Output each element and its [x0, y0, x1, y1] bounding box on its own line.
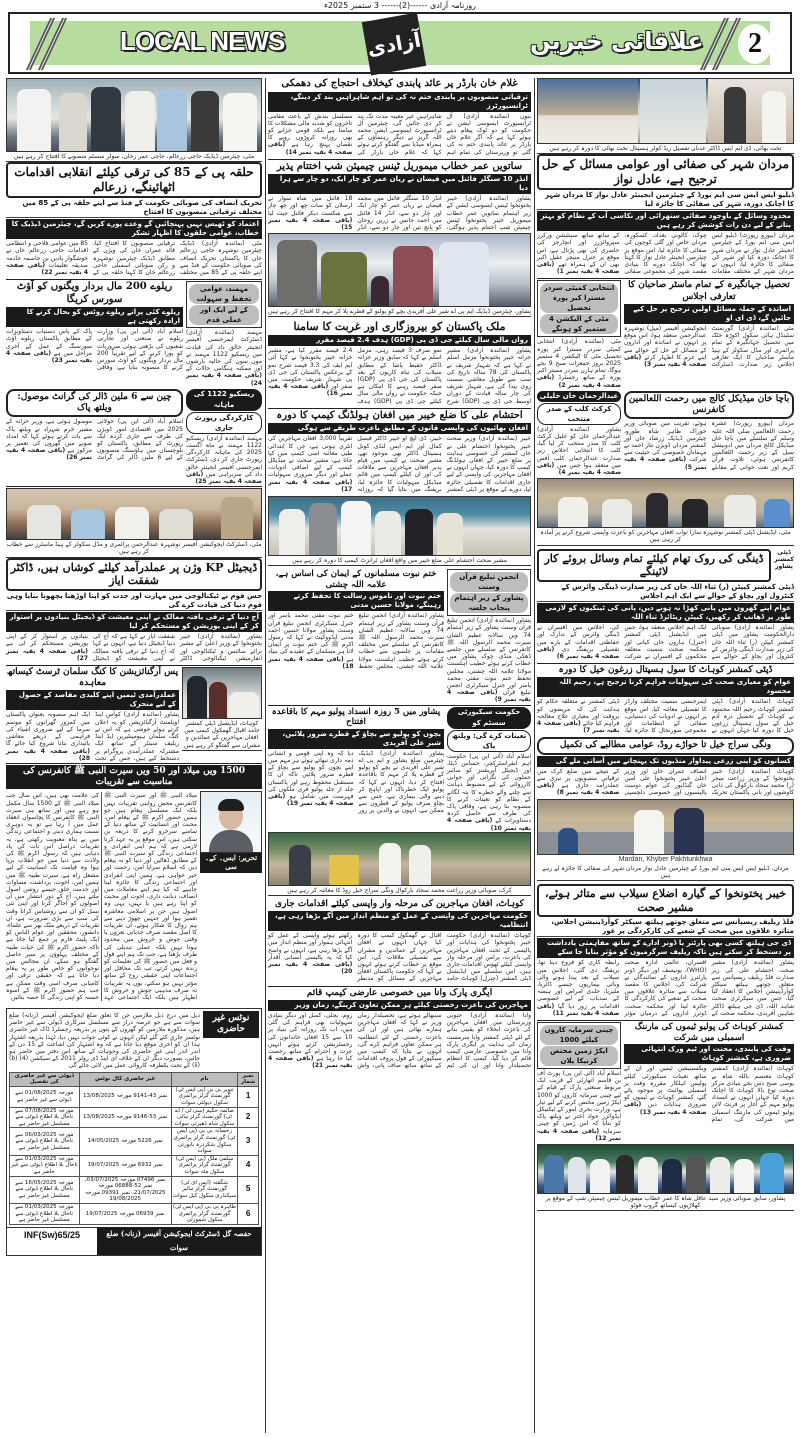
continuation-marker: (باقی صفحہ 4 بقیہ نمبر 9): [447, 689, 531, 704]
article-body: مٹی (نمائندہ آزادی) گورنمنٹ سٹینڈل ہائی سکول اکوڑہ خٹک میں تحصیل جہانگیرہ کے تمام پرائمری اور مڈل سکولز کے ہیڈ ماسٹر صاحبان کا ایک تعارفی اجلاس زیر صدارت ڈسٹرکٹ ایجوکیشن آفیسر (میل) نوشہرہ عبدالرحمن منعقد ہوا، اس موقع پر انہوں نے اساتذہ اور اداروں کے مسائل کے حل کے حوالے سے اپنے عزم کا اظہار کرتے (باقی صفحہ 4 بقیہ نمبر 3): [624, 324, 794, 368]
notice-row: [10, 1155, 259, 1176]
headline[interactable]: ایگری پارک وانا میں خصوصی عارضی کیمپ قائم: [306, 987, 493, 998]
strapline: ریلوے کئی پرانے ریلوے روٹس کو بحال کرنے کا ارادہ رکھتی ہے: [6, 307, 183, 327]
row: [537, 1022, 794, 1142]
left-column: [6, 78, 262, 1004]
notice-ref: نمبر 53-9146 مورخہ 13/08/2025: [79, 1107, 171, 1128]
notice-ref: نمبر 43-9141 مورخہ 13/08/2025: [79, 1086, 171, 1107]
boxed-headline[interactable]: ریسکیو 1122 کی ماہانہ کارکردگی رپورٹ جاری: [186, 389, 262, 434]
story-s7: [186, 389, 262, 485]
employee-name: شگفتہ (ایس ای ٹی) گورنمنٹ گرلز ہائیر سیکنڈری سکول کبل سوات: [171, 1176, 238, 1203]
author-block: [200, 791, 262, 873]
strapline: عملدرآمدی ٹیمیں اپنے کلیدی مقاصد کے حصول کے لیے متحرک: [6, 690, 179, 710]
article-body: بنوں (نمائندہ آزادی) آل ٹرانسپورٹ ایسوسی ایشن نے حکومت کو دو ٹوک پیغام دیتے ہوئے کہا ہے کہ اگر غلام خان بارڈر پر عائد پابندی ختم نہ کی گئی تو وزیرستان کی تمام اہم شاہراہیں غیر معینہ مدت تک بند کر دی جائیں گی، چیئرمین آل ٹرانسپورٹ ایسوسی ایشن محمد اللہ گریز نے دیگر رہنماؤں کے ہمراہ میڈیا سے گفتگو کرتے ہوئے کہا کہ غلام خان بارڈر کی مسلسل بندش کے باعث مقامی تاجروں کو شدید مالی مشکلات کا سامنا ہے بلکہ قومی خزانے کو بھی روزانہ کروڑوں روپے کا نقصان پہنچ رہا ہے (باقی صفحہ 4 بقیہ نمبر 14): [268, 112, 531, 156]
row: [537, 280, 794, 388]
story-s8: [6, 389, 183, 462]
story-s19: [268, 496, 531, 566]
article-body: مٹی (نمائندہ آزادی) انتخابی کمیٹی سردر مسترا کبر پورہ تحصیل مٹی کا الیکشن 4 ستمبر 2025 بروز جمعرات صبح 9 بجے ہوگا، تمام ہارن سردر مستر اکبر پورہ کے ساتھ رجسٹرڈ (باقی صفحہ 4 بقیہ نمبر 2): [537, 338, 621, 389]
continuation-marker: (باقی صفحہ 4 بقیہ نمبر 20): [268, 961, 353, 976]
continuation-marker: (باقی صفحہ 4 بقیہ نمبر 24): [186, 372, 262, 387]
section-title-english: LOCAL NEWS: [120, 26, 285, 56]
absence-detail: مورخہ 01/03/2025 سے تاحال بلا اطلاع ڈیوٹی سے غیر حاضر ہے: [11, 1155, 78, 1175]
continuation-marker: (باقی صفحہ 4 بقیہ نمبر 13): [624, 1101, 707, 1116]
notice-row: [10, 1107, 259, 1128]
continuation-marker: (باقی صفحہ 4 بقیہ نمبر 1): [537, 261, 620, 276]
continuation-marker: (باقی صفحہ 4 بقیہ نمبر 22): [6, 261, 88, 277]
continuation-marker: (باقی صفحہ 4 بقیہ نمبر 21): [268, 1055, 353, 1070]
photo-watermark: Mardan, Khyber Pakhtunkhwa: [618, 855, 713, 863]
subheadline: تحریک انصاف کی صوبائی حکومت کے فنڈ سے اپنے حلقہ پی کے 85 میں مختلف ترقیاتی منصوبوں کا افتتاح: [6, 199, 262, 218]
article-body: مہمند (نمائندہ آزادی) ریسکیو 1122 مہمند نے ماہ اگست 2025 کی ماہانہ کارکردگی رپورٹ جاری کر دی، ڈسٹرکٹ ایمرجنسی آفیسر انجینئر خالق داد کی سربراہی میں (باقی صفحہ 4 بقیہ نمبر 25): [186, 434, 262, 486]
column-article: میلاد النبی ﷺ اور سیرت النبی ﷺ کانفرنس محض روایتی تقریبات نہیں بلکہ ایک مسلسل پیغام ہیں جو ہمیں حضور اکرم ﷺ کے پیغام امن، محبت اور انسانیت کے ساتھ دنیا کے سامنے سرخرو کرنے کا ذریعہ بن سکتی ہیں، اس موقع پر یہ عہد کرنا لازمی ہے کہ ہم اپنی انفرادی و اجتماعی زندگی کو سیرت النبی ﷺ کے مطابق ڈھالیں اور دنیا کو یہ پیغام دیں کہ اسلام سراپا امن، رحمت اور خیر خواہی ہے، ہمیں اپنی انفرادی اور اجتماعی زندگی کا جائزہ لینا چاہیے کہ کیا ہم اپنے معاملات میں انصاف، دیانت داری، اخوت اور محبت کو اپنا رہے ہیں یا نہیں، یہی وہ اصول ہیں جن پر اسلامی معاشرہ تعمیر ہوا اور جنہیں چھوڑ دینے سے ہم زوال کا شکار ہوئے، ان تقریبات کا اصل مقصد صرف جذباتی نعروں یا وقتی جوش و خروش میں محدود ہونا نہیں بلکہ عملی تبدیلی کی طرف بڑھنا ہے، جب تک ہم اپنے قول و فعل میں حضور ﷺ کی تعلیمات کو زندہ نہیں کرتے، تب تک محافل اور اجتماعات اپنی حقیقی روح کے ساتھ مؤثر نہیں ہو سکتے، یوں یہ تقریبات نہ صرف مذہبی جوش و خروش کا اظہار ہیں بلکہ ایک اجتماعی عہد کی علامت بھی ہیں، اس سال جب میلاد النبی ﷺ کے 1500 سال مکمل ہو رہے ہیں اور ساتھ ہی سیرت النبی ﷺ کانفرنس کا پچاسواں انعقاد عمل میں آ رہا ہے تو یہ دوہری نسبت ہماری دینی و اجتماعی زندگی میں بے پناہ معنویت رکھتی ہے، یہ تقریبات دراصل اس بات کی یاد دہانی ہیں کہ رسول اکرم ﷺ کی ولادت سے دنیا میں جو انقلاب برپا ہوا وہ قیامت تک انسانیت کے لیے مشعل راہ ہے، سیرت طیبہ ﷺ میں ہمیں امن، اخوت، برداشت، مساوات اور خدمت خلق جیسے روشن اصول ملتے ہیں، آج کے دور انتشار میں ان اصولوں کو اجاگر کرنا اور اپنی نئی نسل کو ان سے روشناس کرانا وقت کی سب سے بڑی ضرورت ہے، ان تقریبات کے ذریعے ملک بھر سے علماء، دانشور، محققین اور عوام الناس کو ایک پلیٹ فارم پر جمع کیا جاتا ہے تاکہ حضور اکرم ﷺ کی حیات طیبہ کے مختلف پہلوؤں پر سیر حاصل گفتگو ہو سکے، ان مجالس میں نوجوانوں کو خاص طور پر یہ پیغام دیا جاتا ہے کہ حقیقی ترقی اور کامیابی صرف اسی وقت ممکن ہے جب ہم حضور اکرم ﷺ کے اسوہ حسنہ کو اپنی زندگی کا حصہ بنائیں: [6, 792, 197, 1002]
row-number: 5: [238, 1176, 259, 1203]
continuation-marker: (باقی صفحہ 4 بقیہ نمبر 12): [537, 1127, 621, 1142]
story-s30: [624, 1022, 794, 1123]
continuation-marker: (باقی صفحہ 4 بقیہ نمبر 28): [6, 747, 90, 762]
article-body: اسلام آباد (آئی این پی) پورٹ آف بن قاسم اتھارٹی کے قریب ایک مربوط صنعتی پارک کے قیام کے لیے چینی سرمایہ کاروں کو 1000 ایکڑ زمین مختص کرنے کے لیے تیار ہے، وزارت بحری امور کے ٹیکنیکل ایڈوائزر جواد اختر نے ویلتھ پاک کو بتایا کہ اس زمین کو چینی سرمایہ (باقی صفحہ 4 بقیہ نمبر 12): [537, 1070, 621, 1142]
divider: [6, 763, 262, 764]
headline[interactable]: تحصیل جہانگیرہ کے تمام ماسٹر صاحبان کا تعارفی اجلاس: [628, 280, 790, 302]
subheadline: جس قوم نے ٹیکنالوجی میں مہارت اور جدت کو اپنا اوڑھنا بچھونا بنایا وہی قوم دنیا کی قیادت کرے گی: [6, 592, 262, 610]
strapline: افغان بھائیوں کی واپسی قانون کے مطابق باعزت طریقے سے ہوگی: [268, 423, 531, 434]
divider: [268, 705, 531, 706]
article-body: کوہاٹ (نمائندہ آزادی) حکومت خیبر پختونخوا کی ہدایات اور پالیسی کے تحت افغان مہاجرین کی باعزت، پرامن اور مرحلہ وار واپسی کیلئے ٹھوس اقدامات جاری ہیں، اس سلسلے میں ایڈیشنل ڈپٹی کمشنر (جنرل) کوہاٹ حامد اقبال نے گھمکول کیمپ کا دورہ کیا جہاں انہوں نے افغان مہاجرین کے عمائدین و مشران سے تفصیلی ملاقات کی، اس موقع پر خطاب کرتے ہوئے انہوں نے کہا کہ حکومت پاکستان افغان مہاجرین کے مسائل کو مدنظر رکھتے ہوئے واپسی کے عمل کو انتہائی ہموار اور منظم انداز میں آگے بڑھا رہی ہے، انہوں نے واضح کیا کہ یہ پالیسی انسانی اقدار (باقی صفحہ 4 بقیہ نمبر 20): [268, 932, 531, 983]
continuation-marker: (باقی صفحہ 4 بقیہ نمبر 6): [537, 645, 620, 660]
column-rule: [265, 78, 266, 1433]
strapline: عوام اپنے گھروں میں پانی کھڑا نہ ہونے دیں، پانی کی ٹینکیوں کو لازمی طور پر ڈھانپ کر رکھیں، کیپٹن ریٹائرڈ ثناء اللہ: [537, 603, 794, 623]
article-body: اسلام آباد (آئی این پی) جولائی 2025 میں اقتصادی امور ڈویژن کی طرف سے جاری کردہ ایک رپورٹ کے مطابق، پاکستان کو بلوچستان میں ہاؤسنگ منصوبوں کے لیے 6 ملین ڈالر کی گرانٹ موصول ہوئی ہے، وزیر خزانہ کے مشیر خرم شہزاد نے ویلتھ پاک سے بات کرتے ہوئے کہا کہ امداد صوبے میں گھروں کی تعمیر پر مرکوز ہے (باقی صفحہ 4 بقیہ نمبر 26): [6, 418, 183, 462]
strapline: انڈر 10 سنگلز فائنل میں فیضان نے ریان عمر کو چار ایک، دو چار سے ہرا دیا: [268, 174, 531, 194]
story-s15: [268, 410, 531, 493]
article-body: پشاور (نمائندہ آزادی) عبدالرحمان خان کو خلیل کرکٹ کلب کا صدر منتخب کر لیا گیا، کلب کا انتخابی اجلاس زیر صدارت عبدالرحمان کلب آفس میں منعقد ہوا جس میں (باقی صفحہ 4 بقیہ نمبر 4): [537, 425, 621, 477]
photo-tennis-group: [537, 1144, 794, 1194]
article-body: پشاور (نمائندہ آزادی) انجمن تبلیغ قرآن وسنت پشاور کے زیر اہتمام 74 ویں سالانہ عظیم الشان سیرت محمد الرسول اللہ ﷺ کانفرنس کے سلسلے میں جلسے ڈھکی منڈی چوک پشاور میں خطاب کرتے ہوئے خطیب اہلسنت مولانا علامہ اللہ چشتی، مجلس تحفظ ختم نبوت مفتی محمد یاسر اور جنرل سیکرٹری انجمن تبلیغ قرآن (باقی صفحہ 4 بقیہ نمبر 9): [447, 617, 531, 704]
photo-afghan-elders: [182, 667, 262, 719]
story-s20: [537, 665, 794, 734]
strapline: کسانوں کو اپنی زرعی پیداوار منڈیوں تک پہنچانے میں آسانی ملے گی: [537, 756, 794, 767]
headline-attribution: ڈپٹی کمشنر پشاور: [774, 548, 794, 571]
notice-ref: INF(Sw)65/25: [7, 1227, 97, 1242]
subheadline: فلڈ ریلیف ریسپانس سے متعلق چوتھے ہیلتھ سیکٹر کوآرڈینیشن اجلاس، متاثرہ علاقوں میں صحت کے شعبے کی کارکردگی پر غور: [537, 918, 794, 937]
boxed-headline[interactable]: عبدالرحمان خان خلیلی کرکٹ کلب کے صدر منتخب: [537, 391, 621, 425]
continuation-marker: (باقی صفحہ 4 بقیہ نمبر 26): [6, 447, 92, 462]
strapline: اساتذہ کے جملہ مسائل اولین ترجیح پر حل کیے جائیں گے، ڈی ای او: [624, 304, 794, 324]
strapline: بچوں کو پولیو سے بچاؤ کے قطرے ضرور پلائیں، شیر علی آفریدی: [268, 729, 444, 749]
article-body: مٹی (نمائندہ آزادی) ڈیڈیک چیئرمین نوشہرہ حاجی زرعالم خان کا پاکستان تحریک انصاف کی صوبائی حکومت کے فنڈ سے اپنے حلقہ پی کے 85 میں مختلف ترقیاتی منصوبوں کا افتتاح کیا، قائد عمران خان کی ویژن کے مطابق ڈیڈیک چیئرمین نوشہرہ و رکن صوبائی اسمبلی حاجی زرعالم خان کا کہنا حلقہ پی کے 85 میں عوامی فلاحی و انتظامی اقدامات حاجی زرعالم خان نے خوشگوار یادیں بن جاسمہ خادمہ صدیقہ تعلیمات (باقی صفحہ 4 بقیہ نمبر 22): [6, 240, 262, 277]
headline[interactable]: مردان شہر کی صفائی اور عوامی مسائل کے حل ترجیح ہے، عادل نواز: [537, 154, 794, 190]
row-number: 6: [238, 1203, 259, 1224]
article-body: پشاور (نمائندہ آزادی) خیبر پختونخوا ٹینس ایسوسی ایشن کے زیر اہتمام ساتویں عمر خطاب میموریل خیبر پختونخوا ٹینس چیمپئن شپ اختتام پذیر ہوگئی، انڈر 10 سنگلز فائنل میں محمد فیضان نے ریان عمر کو چار ایک اور چار دو سے، انڈر 14 فائنل میں احمد جانس نے زرین روحان کو پانچ تین اور چار دو سے، انڈر 18 فائنل میں شاہ سوار نے ارسلان کو سات چھ اور چھ چار سے شکست دیکر فائنل جیت لیا (باقی صفحہ 4 بقیہ نمبر 15): [268, 195, 531, 232]
photo-polio-drops: [268, 233, 531, 307]
strapline: عوام کو معیاری صحت کی سہولیات فراہم کرنا ترجیح ہے، رحیم اللہ محسود: [537, 677, 794, 697]
story-s6: [6, 281, 183, 371]
middle-column: [268, 78, 531, 1073]
divider: [268, 408, 531, 409]
headline[interactable]: ریلوے 200 مال بردار ویگنوں کو آؤٹ سورس کریگا: [16, 281, 173, 305]
newspaper-logo: آزادی: [362, 13, 427, 76]
headline[interactable]: ختم نبوت مسلمانوں کے ایمان کی اساس ہے، علامہ اللہ چشتی: [275, 569, 437, 590]
notice-ref: نمبر 5226 مورخہ 14/05/2025: [79, 1128, 171, 1155]
headline[interactable]: خیبر پختونخوا کے گیارہ اضلاع سیلاب سے متاثر ہوئے، مشیر صحت: [537, 884, 794, 918]
notice-row: [10, 1086, 259, 1107]
continuation-marker: (باقی صفحہ 4 بقیہ نمبر 8): [537, 782, 620, 797]
article-body: پشاور (نمائندہ آزادی) خیبر پختونخوا کے وزیر اعلیٰ کے مشیر برائے سائنس و ٹیکنالوجی اور انفارمیشن ٹیکنالوجی ڈاکٹر شفقت ایاز نے کہا ہے کہ آج کی دنیا ڈیجیٹل دنیا ہے، انہوں نے کہا کہ آج دنیا کے ترقی یافتہ ممالک نے اپنی معیشت کو ڈیجیٹل بنیادوں پر استوار کر کے اپنی پوزیشن مستحکم کر لی ہے (باقی صفحہ 4 بقیہ نمبر 27): [6, 633, 262, 662]
photo-mardan-street: [537, 799, 794, 855]
notice-signature: حفصہ گل ڈسٹرکٹ ایجوکیشن آفیسر (زنانہ) ضلع سوات: [97, 1227, 261, 1255]
story-s17: [6, 667, 179, 762]
employee-name: تنویر بی بی (پی ایس ٹی) گورنمنٹ گرلز پرائمری سکول دیولئی سوات: [171, 1086, 238, 1107]
strapline: وقت کی پابندی، محنت اور ٹیم ورک انتہائی ضروری ہے، کمشنر کوہاٹ: [624, 1044, 794, 1064]
story-s29: [537, 1022, 621, 1142]
continuation-marker: (باقی صفحہ 4 بقیہ نمبر 10): [447, 817, 531, 832]
continuation-marker: (باقی صفحہ 4 بقیہ نمبر 16): [268, 383, 353, 398]
employee-name: رخسانہ بی بی (پی ایس ٹی) گورنمنٹ گرلز پرائمری سکول شکردرہ بابوزئی سوات: [171, 1128, 238, 1155]
continuation-marker: (باقی صفحہ 4 بقیہ نمبر 3): [624, 353, 707, 368]
article-body: پشاور (نمائندہ آزادی) کوآس اینڈ اوپلمنٹ آرگنائزیشن کو یہ اعلان کرتے ہوئے خوشی ہے کہ اس نے کنگ سلمان ہیومینٹیرین ایڈ اینڈ ریلیف سینٹر کے ساتھ ایک مشترکہ عملدرآمدی پروگرام پر دستخط کیے ہیں، جس کے تحت ایک اہم منصوبہ بعنوان پاکستان میں کمزور گھرانوں کو موسم سرما کے لیے ضروری اشیاء کی فراہمی کے ذریعے معاشی پائیداری بنانا شروع کیا جائے گا (باقی صفحہ 4 بقیہ نمبر 28): [6, 711, 179, 762]
notice-intro: ذیل میں درج ذیل ملازمین جن کا تعلق ضلع ایجوکیشن آفیسر (زنانہ) ضلع سوات سے ہے جو عرصہ دراز سے مسلسل سرکاری ڈیوٹی سے غیر حاضر ہیں، مذکورہ ملازمین کو گھروں کے پتوں پر بذریعہ رجسٹرڈ ڈاک غیر حاضری نوٹسز جاری کئے گئے لیکن انہوں نے کوئی جواب نہیں دیا، لہٰذا بذریعہ اشتہار ہذا ان کو آخری موقع دیا جاتا ہے کہ وہ اشتہار کی اشاعت کے 15 دن کے اندر اندر اپنی غیر حاضری کی وجوہات کے ساتھ اس دفتر میں حاضر ہو جائیں، بصورت دیگر ان کے خلاف ای اینڈ ڈی رولز 2011 کے سیکشن (4) (b) (ii) کے تحت یکطرفہ کاروائی عمل میں لائی جائے گی: [9, 1012, 201, 1070]
photo-caption: کوہاٹ، ایڈیشنل ڈپٹی کمشنر حامد اقبال گھمکول کیمپ میں افغان مہاجرین کے عمائدین و مشران سے گفتگو کر رہے ہیں: [182, 720, 262, 751]
photo-caption: مشیر صحت احتشام علی ضلع خیبر میں واقع افغان ٹرانزٹ کیمپ کا دورہ کر رہے ہیں: [268, 557, 531, 566]
headline[interactable]: احتشام علی کا ضلع خیبر میں افغان ہولڈنگ کیمپ کا دورہ: [276, 409, 523, 421]
article-body: پشاور (نمائندہ آزادی) مشیر صحت احتشام علی کی زیر صدارت فلڈ ریلیف ریسپانس سے متعلق چوتھے ہیلتھ سیکٹر کوآرڈینیشن اجلاس کا انعقاد کیا گیا، جس میں سیکرٹری صحت شاہد اللہ، ڈی جی ہیلتھ ڈاکٹر شاہین آفریدی، محکمہ صحت کے افسران، عالمی ادارہ صحت (WHO)، یونیسف اور دیگر ڈونر پارٹنرز اداروں کے نمائندگان نے شرکت کی، اجلاس کا مقصد سیلاب سے متاثرہ علاقوں میں صحت کے شعبے کی کارکردگی کا جائزہ لینا اور محکمہ صحت، ڈونرز اداروں کے درمیان مؤثر رابطہ کاری کو فروغ دینا تھا، بریفنگ دی گئی، اجلاس میں سیلاب کے بعد پیدا ہونے والی وبائی بیماریوں جیسے ڈائریا، ملیریا، جلدی امراض اور ہیضہ کے سدباب کے لیے خصوصی اقدامات پر زور دیا گیا (باقی صفحہ 4 بقیہ نمبر 11): [537, 959, 794, 1017]
story-s12: [537, 391, 621, 476]
story-s22: [6, 765, 262, 1001]
row: [537, 549, 794, 583]
headline[interactable]: ڈینگی کی روک تھام کیلئے تمام وسائل بروئے کار لائینگے: [537, 549, 771, 583]
headline[interactable]: باچا خان میڈیکل کالج میں رحمت اللعالمین کانفرنس: [624, 391, 794, 420]
divider: [537, 1020, 794, 1021]
story-s13: [624, 391, 794, 471]
notice-title: نوٹس غیر حاضری: [203, 1011, 259, 1038]
continuation-marker: (باقی صفحہ 4 بقیہ نمبر 25): [186, 470, 262, 486]
strapline: حکومت مہاجرین کی واپسی کے عمل کو منظم انداز میں آگے بڑھا رہی ہے، انتظامیہ: [268, 911, 531, 931]
strapline: ترقیاتی منصوبوں پر پابندی ختم نہ کی تو اہم شاہراہیں بند کر دینگے، ٹرانسپورٹرز: [268, 92, 531, 112]
headline[interactable]: ڈیجیٹل KP وژن پر عملدرآمد کیلئے کوشاں ہیں، ڈاکٹر شفقت ایاز: [6, 558, 262, 592]
photo-caption: پشاور، چیئرمین ڈیڈیک ایم پی اے شیر علی آفریدی بچے کو پولیو کے قطرے پلا کر مہم کا افتتاح کر رہے ہیں: [268, 308, 531, 317]
divider: [268, 986, 531, 987]
story-s1: [6, 78, 262, 276]
article-body: خیبر (نمائندہ آزادی) وزیر صحت خیبر پختونخوا احتشام علی نے خان کمشنر کی خصوصی ہدایت پر ضلع خیبر کے افغان ہولڈنگ کیمپ کا دورہ کیا، جہاں انہوں نے افغان مہاجرین کی واپسی کے لیے جاری اقدامات کا تفصیلی جائزہ لیا، دورے کے موقع پر ڈپٹی کمشنر خیبر، ڈی ایچ او خیبر ڈاکٹر فیصل کمال اور ایم ایس لنڈی کوتل ہسپتال ڈاکٹر بھی موجود تھے، مشیر صحت نے کیمپ میں قیام پذیر افغان مہاجرین سے ملاقات کی اور ان کیلئے کیمپ میں قائم میڈیکل سہولیات کا جائزہ لیا، بریفنگ میں بتایا گیا کہ روزانہ تقریباً 3,000 افغان مہاجرین کی انٹری ہوتی ہے، جن کا ابتدائی طبی معائنہ اسی کیمپ میں کیا جاتا ہے، مشیر صحت نے میڈیکل کیمپ کے لیے اضافی ادویات، عملے اور دیگر ضروری سہولیات (باقی صفحہ 4 بقیہ نمبر 17): [268, 435, 531, 493]
row: [6, 791, 262, 1001]
col-header: ڈیوٹی سے غیر حاضری کی تفصیل: [10, 1072, 80, 1086]
author-portrait: [200, 791, 262, 853]
article-body: مردان (بیورو رپورٹ) ڈبلیو ایس ایس سی ایم بورڈ کے چیئرمین انجینئر عادل نواز نے مردان شہر کا اچانک دورہ کیا اور شہر کی صفائی کا جائزہ لیا، انہوں نے مردان شہر کے مختلف مقامات چوک، کالونی بغداد، کسکورہ، مردان خاص اور گلی کوچوں کی صفائی کا جائزہ لیا، اس موقع پر چیئرمین انجینئر عادل نواز کا کہنا تھا کہ اچانک دورے کا بنیادی مقصد شہر کی مجموعی صفائی کے ساتھ ساتھ سینٹیشن ورکرز سپروائزرز اور انچارجز کی حاضری کی بھی پڑتال ہے، اس موقع پر جنرل منیجر عقیل اکبر بھی ان کے ہمراہ تھے (باقی صفحہ 4 بقیہ نمبر 1): [537, 232, 794, 276]
subheadline: ڈبلیو ایس ایس سی ایم بورڈ کے چیئرمین انجینئر عادل نواز کا مردان شہر کا اچانک دورہ، شہر کی صفائی کا جائزہ لیا: [537, 191, 794, 210]
story-s2: [268, 78, 531, 156]
notice-ref: نمبر 06939 مورخہ 19/07/2025: [79, 1203, 171, 1224]
photo-caption: مردان، ڈبلیو ایس ایس سی ایم بورڈ کے چیئرمین عادل نواز مردان شہر کی صفائی کا جائزہ لے رہے ہیں: [537, 865, 794, 881]
divider: [6, 665, 262, 666]
article-body: مردان (بیورو رپورٹ) عشرہ رحمت اللعالمین صلی اللہ علیہ وسلم کے سلسلے میں باچا خان میڈیکل کالج مردان میں ادوبیشل سیل کے زیر رحمت اللعالمین کانفرنس ہوئی، تلاوت قرآن کریم اور نعت خوانی کے مقابلے ہوئے، تقریب میں صوبائی وزیر خوراک ظاہر شاہ طورو، چیئرمین ڈیڈیک زرشاد خان اور کمشنر مردان ڈویژن نثار احمد نے مہمانان خصوصی کی حیثیت سے شرکت (باقی صفحہ 4 بقیہ نمبر 5): [624, 420, 794, 471]
story-s10: [537, 280, 621, 388]
story-s4: [537, 78, 794, 275]
notice-ref: نمبر 6932 مورخہ 19/07/2025: [79, 1155, 171, 1176]
row: [7, 1009, 261, 1072]
story-s33: [537, 1144, 794, 1211]
photo-caption: کرک، صوبائی وزیر زراعت محمد سجاد بارکوال ونگی سراج خیل روڈ کا معائنہ کر رہے ہیں: [268, 887, 531, 896]
story-s31: [268, 899, 531, 983]
subheadline: ڈپٹی کمشنر کیپٹن (ر) ثناء اللہ خان کی زیر صدارت ڈینگی وائرس کے کنٹرول اور بچاؤ کے حوالے سے ایک اہم اجلاس: [537, 583, 794, 602]
col-header: نام: [171, 1072, 238, 1086]
story-s5: [186, 281, 262, 387]
section-title-urdu: علاقائی خبریں: [530, 27, 704, 55]
employee-name: طاہرہ بی بی (پی ایس ٹی) گورنمنٹ گرلز پرائمری سکول شموزئی: [172, 1203, 237, 1224]
divider: [268, 159, 531, 160]
story-s24: [447, 569, 531, 703]
employee-name: سلمیٰ ملک (پی ایس ٹی) گورنمنٹ گرلز پرائمری سکول مٹہ سوات: [171, 1155, 238, 1176]
continuation-marker: (باقی صفحہ 4 بقیہ نمبر 27): [6, 647, 88, 662]
story-s32: [268, 988, 531, 1070]
photo-caption: تخت بھائی، ڈی ایم ایس ڈاکٹر عدنان تفصیل ریڈ کولر ہسپتال تخت بھائی کا دورہ کر رہے ہیں: [537, 145, 794, 154]
article-body: کوہاٹ (نمائندہ آزادی) خیبر پختونخوا کے وزیر زراعت میجر (ر) محمد سجاد بارکوال کی ذاتی کاوشوں اور بانی پاکستان تحریک انصاف عمران خان اور وزیر اعلیٰ خیبر پختونخوا علی امین خان گنڈاپور کی عوام دوست پالیسیوں اور خصوصی دلچسپی کے نتیجے میں ضلع کرک میں ترقیاتی منصوبوں پر تیزی سے عملدرآمد جاری ہے (باقی صفحہ 4 بقیہ نمبر 8): [537, 767, 794, 797]
story-s27: [268, 832, 531, 896]
story-s23: [268, 569, 444, 670]
row: [6, 667, 262, 762]
row: [268, 707, 531, 832]
strapline: آج دنیا کے ترقی یافتہ ممالک نے اپنی معیشت کو ڈیجیٹل بنیادوں پر استوار کر کے اپنی پوزیشن کو مستحکم کر لیا: [6, 612, 262, 632]
story-s25: [268, 707, 444, 815]
story-s11: [624, 280, 794, 368]
employee-name: صائمہ حکیم (سی ٹی / اے ٹی) گورنمنٹ گرلز ہائی سکول شاہ ڈھیرئی سوات: [171, 1107, 238, 1128]
headline[interactable]: کمشنر کوہاٹ کی پولیو ٹیموں کی مارننگ اسمبلی میں شرکت: [634, 1022, 784, 1043]
story-s3: [268, 161, 531, 318]
row-number: 3: [238, 1128, 259, 1155]
notice-row: [10, 1203, 259, 1224]
photo-caption: مٹی، ڈسٹرکٹ ایجوکیشن آفیسر نوشہرہ عبدالرحمن پرائمری و مڈل سکولز کے ہیڈ ماسٹرز سے خطاب کر رہے ہیں: [6, 541, 262, 557]
continuation-marker: (باقی صفحہ 4 بقیہ نمبر 17): [268, 478, 353, 493]
article-body: پشاور (نمائندہ آزادی) صوبائی دارالحکومت پشاور میں ڈپٹی کمشنر کیپٹن (ر) ثناء اللہ خان کی زیر صدارت ڈینگی وائرس کے کنٹرول اور بچاؤ کے حوالے سے ایک اہم اجلاس منعقد ہوا، جس میں ایڈیشنل ڈپٹی کمشنر (جنرل) ہارون خان کیانی اور محکمہ صحت سمیت متعلقہ محکموں کے افسران نے شرکت کی، اجلاس میں افسران نے ڈینگی وائرس کے تدارک اور حفاظتی اقدامات کے بارے میں تفصیلی بریفنگ دی (باقی صفحہ 4 بقیہ نمبر 6): [537, 624, 794, 660]
boxed-headline[interactable]: انتخابی کمیٹی سردر مسترا کبر پورہ تحصیل مٹی کے الیکشن 4 ستمبر کو ہونگے: [537, 280, 621, 337]
story-s14: [6, 488, 262, 662]
strapline: ختم نبوت اور ناموس رسالت کا تحفظ کرتے رہینگے، مولانا حسین مدنی: [268, 591, 444, 611]
row: [6, 281, 262, 387]
notice-box: [6, 1008, 262, 1256]
article-body: اسلام آباد (آئی این پی) حکومت اہم انفراسٹرکچر، حساس ڈیٹا، اور ڈیجیٹل آپریشنز کو سائبر حملوں کی نگرانی اور جوابی کارروائی کے لیے مضبوط ذہانت سے چلنے والے خطرے کا پتہ لگانے کے نظام کو تعینات کرنے کا منصوبہ بنا رہی ہے، وفاقی پاک کی طرف سے حاصل کردہ دستاویزات کے (باقی صفحہ 4 بقیہ نمبر 10): [447, 752, 531, 832]
article-body: کوہاٹ (نمائندہ آزادی) ڈپٹی کمشنر کوہاٹ رحیم اللہ محسود نے کوہاٹ کے تحصیل درہ آدم خیل کے سول ہسپتال زرغون خیل کا دورہ کیا جہاں انہوں نے ایمرجنسی سمیت مختلف وارڈز کا تفصیلی معائنہ کیا، اس موقع پر انہوں نے ادویات کی دستیابی، صفائی کے انتظامات اور مجموعی صورتحال کا جائزہ لیا، ڈپٹی کمشنر نے متعلقہ حکام کو ہدایت کی کہ مریضوں کو بروقت اور معیاری علاج معالجہ فراہم کیا جائے (باقی صفحہ 4 بقیہ نمبر 7): [537, 698, 794, 735]
notice-ref: نمبر 07496 مورخہ 03/07/2025، نمبر 52-06888 مورخہ 21/07/2025، نمبر 09391 مورخہ 19/08/2025: [79, 1176, 171, 1203]
divider: [6, 486, 262, 487]
strapline: مہاجرین کی باعزت رخصتی کیلئے ہر ممکن تعاون کرینگے، زمان وزیر: [268, 1000, 531, 1011]
row-number: 2: [238, 1107, 259, 1128]
boxed-headline[interactable]: چینی سرمایہ کاروں کیلئے 1000 ایکڑ زمین مختص کرنیکا پلان: [537, 1022, 621, 1069]
story-s21: [537, 737, 794, 880]
row: [7, 1227, 261, 1255]
photo-transit-camp-visit: [268, 496, 531, 556]
continuation-marker: (باقی صفحہ 4 بقیہ نمبر 19): [268, 793, 354, 808]
notice-row: [10, 1128, 259, 1155]
boxed-headline[interactable]: انجمن تبلیغ قرآن وسنت پشاور کے زیر اہتمام پنجاب جلسہ: [447, 569, 531, 616]
page-number: 2: [738, 24, 772, 64]
boxed-headline[interactable]: حکومت سیکیورٹی سسٹم کو تعینات کرے گی: ویلتھ پاک: [447, 707, 531, 752]
notice-table: [7, 1072, 261, 1225]
continuation-marker: (باقی صفحہ 4 بقیہ نمبر 7): [537, 720, 620, 735]
byline: تحریر: ایس۔ کے۔ سی: [200, 853, 262, 873]
continuation-marker: (باقی صفحہ 4 بقیہ نمبر 4): [537, 461, 621, 477]
photo-caption: مٹی، چیئرمین ڈیڈیک حاجی زرعالم، حاجی عمر زخان، سولر سسٹم منصوبے کا افتتاح کر رہے ہیں: [6, 153, 262, 162]
headline[interactable]: حلقہ پی کے 85 کی ترقی کیلئے انقلابی اقدامات اٹھائینگے، زرعالم: [6, 162, 262, 198]
photo-teachers-meeting: [6, 488, 262, 540]
row-number: 4: [238, 1155, 259, 1176]
strapline: محدود وسائل کے باوجود صفائی ستھرائی اور نکاسی آب کے نظام کو بہتر بنانے کے لیے دن رات کوشش کر رہے ہیں: [537, 211, 794, 231]
headline[interactable]: 1500 ویں میلاد اور 50 ویں سیرت النبی ﷺ کانفرنس کی مناسبت سے تقریبات: [6, 765, 262, 790]
row-number: 1: [238, 1086, 259, 1107]
headline[interactable]: پشاور میں 5 روزہ انسداد پولیو مہم کا باقاعدہ افتتاح: [271, 706, 441, 728]
article-body: پشاور (نمائندہ آزادی) مشیر خزانہ خیبر پختونخوا مزمل اسلم نے کہا ہے کہ شہباز شریف نے پاکستان کی 78 سالہ تاریخ کی سب سے طویل معاشی سست روی پیدا کی ہے، شہباز شریف کی چار سالہ قیادت کے دوران اوسط جی ڈی پی (GDP) شرح نمو صرف 3 فیصد رہی، مزمل اسلم نے کہا کہ سابق وزیر خزانہ ڈاکٹر حفیظ پاشا کے مطابق سیلاب کی تباہ کاریوں کے بعد پاکستان کی جی ڈی پی (GDP) صفر فیصد رہنے کا امکان ہے جبکہ حکومت نے رواں مالی سال کیلئے جی ڈی پی (GDP) ہدف 2.4 فیصد مقرر کیا ہے، مشیر خزانہ خیبر پختونخوا نے کہا آئی ایم ایف کی 3.3 فیصد شرح نمو کے برعکس پاکستان کی جی ڈی پی شہباز شریف حکومت میں صفر اور (باقی صفحہ 4 بقیہ نمبر 16): [268, 347, 531, 405]
continuation-marker: (باقی صفحہ 4 بقیہ نمبر 5): [624, 456, 707, 471]
article-body: مہمند (نمائندہ آزادی) ڈسٹرکٹ ایمرجنسی آفیسر انجینئر خالق داد کی قیادت میں ریسکیو 1122 مہمند نے مون سون کی حالیہ بارشوں اور ممکنہ ہنگامی حالات کے (باقی صفحہ 4 بقیہ نمبر 24): [186, 329, 262, 387]
continuation-marker: (باقی صفحہ 4 بقیہ نمبر 18): [268, 655, 354, 670]
photo-caption: مٹی، ایڈیشنل ڈپٹی کمشنر نوشہرہ سارا تواب افغان مہاجرین کو باعزت واپسی شروع کرنے پر آمادہ کر رہی ہیں: [537, 529, 794, 545]
absence-detail: مورخہ 01/08/2025 سے ڈیوٹی سے غیر حاضر ہے: [10, 1086, 80, 1107]
headline[interactable]: ساتویں عمر خطاب میموریل ٹینس چیمپئن شپ اختتام پذیر: [276, 160, 523, 172]
absence-detail: مورخہ 07/08/2025 سے تاحال بلا اطلاع ڈیوٹی سے مسلسل غیر حاضر ہے: [10, 1107, 80, 1128]
photo-refugee-meeting: [537, 478, 794, 528]
story-s15-photo: [537, 478, 794, 545]
dateline: روزنامہ آزادی ------(2)------ 3 ستمبر 2025ء: [324, 1, 476, 10]
headline[interactable]: ونگی سراج خیل تا حواڑے روڈ، عوامی مطالبے کی تکمیل: [537, 737, 794, 754]
row: [537, 391, 794, 476]
article-body: پشاور (نمائندہ آزادی) انجمن تبلیغ قرآن وسنت پشاور کے زیر اہتمام 74 ویں سالانہ عظیم الشان سیرت محمد الرسول اللہ ﷺ کانفرنس کے سلسلے میں مختلف مقامات پر جلسوں سے خطاب کرتے ہوئے خطیب اہلسنت مولانا علامہ اللہ چشتی، مجلس تحفظ ختم نبوت مفتی محمد یاسر اور جنرل سیکرٹری انجمن تبلیغ قرآن وسنت پشاور مولانا حسین احمد مدنی ایڈووکیٹ نے کہا کہ رسول اکرم ﷺ کی ختم نبوت پر ایمان لانا ہر مسلمان کے عقیدے کی بنیاد ہے (باقی صفحہ 4 بقیہ نمبر 18): [268, 612, 444, 670]
headline[interactable]: کوہاٹ، افغان مہاجرین کی مرحلہ وار واپسی کیلئے اقدامات جاری: [275, 899, 524, 910]
continuation-marker: (باقی صفحہ 4 بقیہ نمبر 14): [268, 141, 353, 156]
headline[interactable]: پس آرگنائزیشن کا کنگ سلمان ٹرسٹ کیساتھ معاہدہ: [6, 666, 179, 689]
photo-caption: پشاور، سابق صوبائی وزیر سید عاقل شاہ کا عمر خطاب میموریل ٹینس چیمپئن شپ کے موقع پر کھلاڑیوں کیساتھ گروپ فوٹو: [537, 1195, 794, 1211]
absence-detail: مورخہ 06/03/2025 سے تاحال بلا اطلاع ڈیوٹی سے مسلسل غیر حاضر ہے: [10, 1128, 80, 1155]
right-column: [537, 78, 794, 1214]
strapline: رواں مالی سال کیلئے جی ڈی پی (GDP) ہدف 2.4 فیصد مقرر: [268, 335, 531, 346]
story-s28: [537, 884, 794, 1017]
row: [6, 389, 262, 485]
continuation-marker: (باقی صفحہ 4 بقیہ نمبر 11): [537, 1002, 620, 1017]
continuation-marker: (باقی صفحہ 4 بقیہ نمبر 23): [6, 349, 92, 365]
story-s9: [268, 320, 531, 404]
story-s16: [537, 549, 794, 661]
boxed-headline[interactable]: مہمند، عوامی تحفظ و سہولت کے لیے ایک اور عملی قدم: [186, 281, 262, 328]
column-rule: [534, 78, 535, 1433]
headline[interactable]: ملک پاکستان کو بیروزگاری اور غربت کا سامنا: [293, 320, 506, 334]
article-body: اسلام آباد (آئی این پی) وزارت ریلوے نے صنعتی اور تجارتی شعبوں کی بڑھتی ہوئی ضروریات کو پورا کرنے کے لیے تقریباً 200 مال بردار ویگنوں کو آؤٹ سورس کرنے کا منصوبہ بنایا ہے، وفاقی پاک کے پاس دستیاب دستاویزات کے مطابق پاکستان ریلوے آؤٹ سورسنگ کے عمل کے آخری مراحل میں ہے (باقی صفحہ 4 بقیہ نمبر 23): [6, 328, 183, 372]
continuation-marker: (باقی صفحہ 4 بقیہ نمبر 15): [268, 216, 353, 232]
photo-ribbon-cutting: [6, 78, 262, 152]
row: [268, 569, 531, 703]
strapline: ڈی جی ہیلتھ کسی بھی پارٹنر یا ڈونر ادارے کے ساتھ مفاہمتی یادداشت پر دستخط کر سکتے ہیں تاکہ ریلیف سرگرمیوں کو مؤثر بنایا جا سکے: [537, 938, 794, 958]
story-s18: [182, 667, 262, 751]
article-body: پشاور (نمائندہ آزادی) ڈیڈیک چیئرمین ضلع پشاور و ایم پی اے شیر علی آفریدی نے بچے کو پولیو کے قطرے پلا کر مہم کا باقاعدہ افتتاح کر دیا، انہوں نے کہا کہ پولیو ایک خطرناک اور اپاہج کر دینے والی بیماری ہے، جس سے بچاؤ صرف پولیو کے قطروں سے ممکن ہے، انہوں نے والدین پر زور دیا کہ وہ اپنی قومی و انسانی ذمہ داری نبھاتے ہوئے ہر مہم میں اپنے بچوں کو پولیو سے بچاؤ کے قطرے ضرور پلائیں تاکہ ان کا مستقبل محفوظ رہے اور پاکستان جلد از جلد پولیو فری ملکوں کی فہرست میں شامل ہو (باقی صفحہ 4 بقیہ نمبر 19): [268, 749, 444, 815]
masthead: [8, 12, 792, 74]
headline[interactable]: چین سے 6 ملین ڈالر کی گرانٹ موصول: ویلتھ پاک: [6, 389, 183, 418]
headline[interactable]: ڈپٹی کمشنر کوہاٹ کا سول ہسپتال زرغون خیل کا دورہ: [558, 665, 773, 676]
continuation-marker: (باقی صفحہ 4 بقیہ نمبر 2): [537, 374, 621, 389]
photo-hospital-visit: [537, 78, 794, 144]
article-body: وانا (نمائندہ آزادی) جنوبی وزیرستان میں افغان مہاجرین کی باعزت انخلاء کو یقینی بنانے کے لئے ڈپٹی کمشنر وانا سرمست زمان کی ہدایت پر ایگری پارک وانا میں خصوصی عارضی کیمپ قائم کر دیا گیا، کیمپ کا انتظام تحصیلدار وانا اور ان کی ٹیم سنبھالے ہوئے ہے، تحصیلدار زمان وزیر نے کہا کہ افغان مہاجرین ہمارے بھائی ہیں اور ان کی باعزت رخصتی کے لئے انتظامیہ ہر ممکن تعاون فراہم کرے گی، انہوں نے بتایا کہ کیمپ میں سیکیورٹی کے فول پروف اقدامات کے ساتھ ساتھ صاف پانی، واش روم، بجلی، کمبل اور دیگر بنیادی سہولیات بھی فراہم کی گئی ہیں، اب تک روزانہ کی بنیاد پر 10 سے 15 افغان خاندانوں کی رجسٹریشن کرتے ہوئے انہیں عزت و احترام کے ساتھ رخصت کیا جا رہا ہے (باقی صفحہ 4 بقیہ نمبر 21): [268, 1011, 531, 1070]
headline[interactable]: غلام خان بارڈر پر عائد پابندی کیخلاف احتجاج کی دھمکی: [281, 78, 518, 89]
article-body: کوہاٹ (نمائندہ آزادی) کمشنر کوہاٹ معتصم باللہ شاہ نے یوسی صبح دس بجے بنیادی مرکز صحت توغ بالا کوہاٹ کا اچانک دورہ کیا جہاں انہوں نے انسداد پولیو مہم کے آغاز پر فرنٹ لائن پولیو ٹیموں کی مارننگ اسمبلی میں شرکت کی، تمام ویکسینیشن ٹیمیں اور ان کے ساتھ تعینات سیکیورٹی کیلئے پولیس اہلکار مقررہ وقت پر اسمبلی پوائنٹ پر موجود پائے گئے، کمشنر کوہاٹ نے ٹیموں کو ضروری ہدایات دیں (باقی صفحہ 4 بقیہ نمبر 13): [624, 1065, 794, 1123]
strapline: اعتماد کو ٹھیس نہیں پہنچائیں گے وعدے پورے کریں گے، چیئرمین ڈیڈیک کا خطاب، عوامی حلقوں کا اظہار تشکر: [6, 219, 262, 239]
story-s26: [447, 707, 531, 832]
absence-detail: مورخہ 16/05/2025 سے تاحال بلا اطلاع ڈیوٹی سے مسلسل غیر حاضر ہے: [10, 1176, 80, 1203]
col-header: غیر حاضری کال نوٹس: [79, 1072, 171, 1086]
col-header: نمبر شمار: [238, 1072, 259, 1086]
photo-road-inspection: [268, 832, 531, 886]
notice-row: [10, 1176, 259, 1203]
absence-detail: مورخہ 01/03/2025 سے تاحال بلا اطلاع ڈیوٹی سے مسلسل غیر حاضر ہے: [10, 1203, 80, 1224]
